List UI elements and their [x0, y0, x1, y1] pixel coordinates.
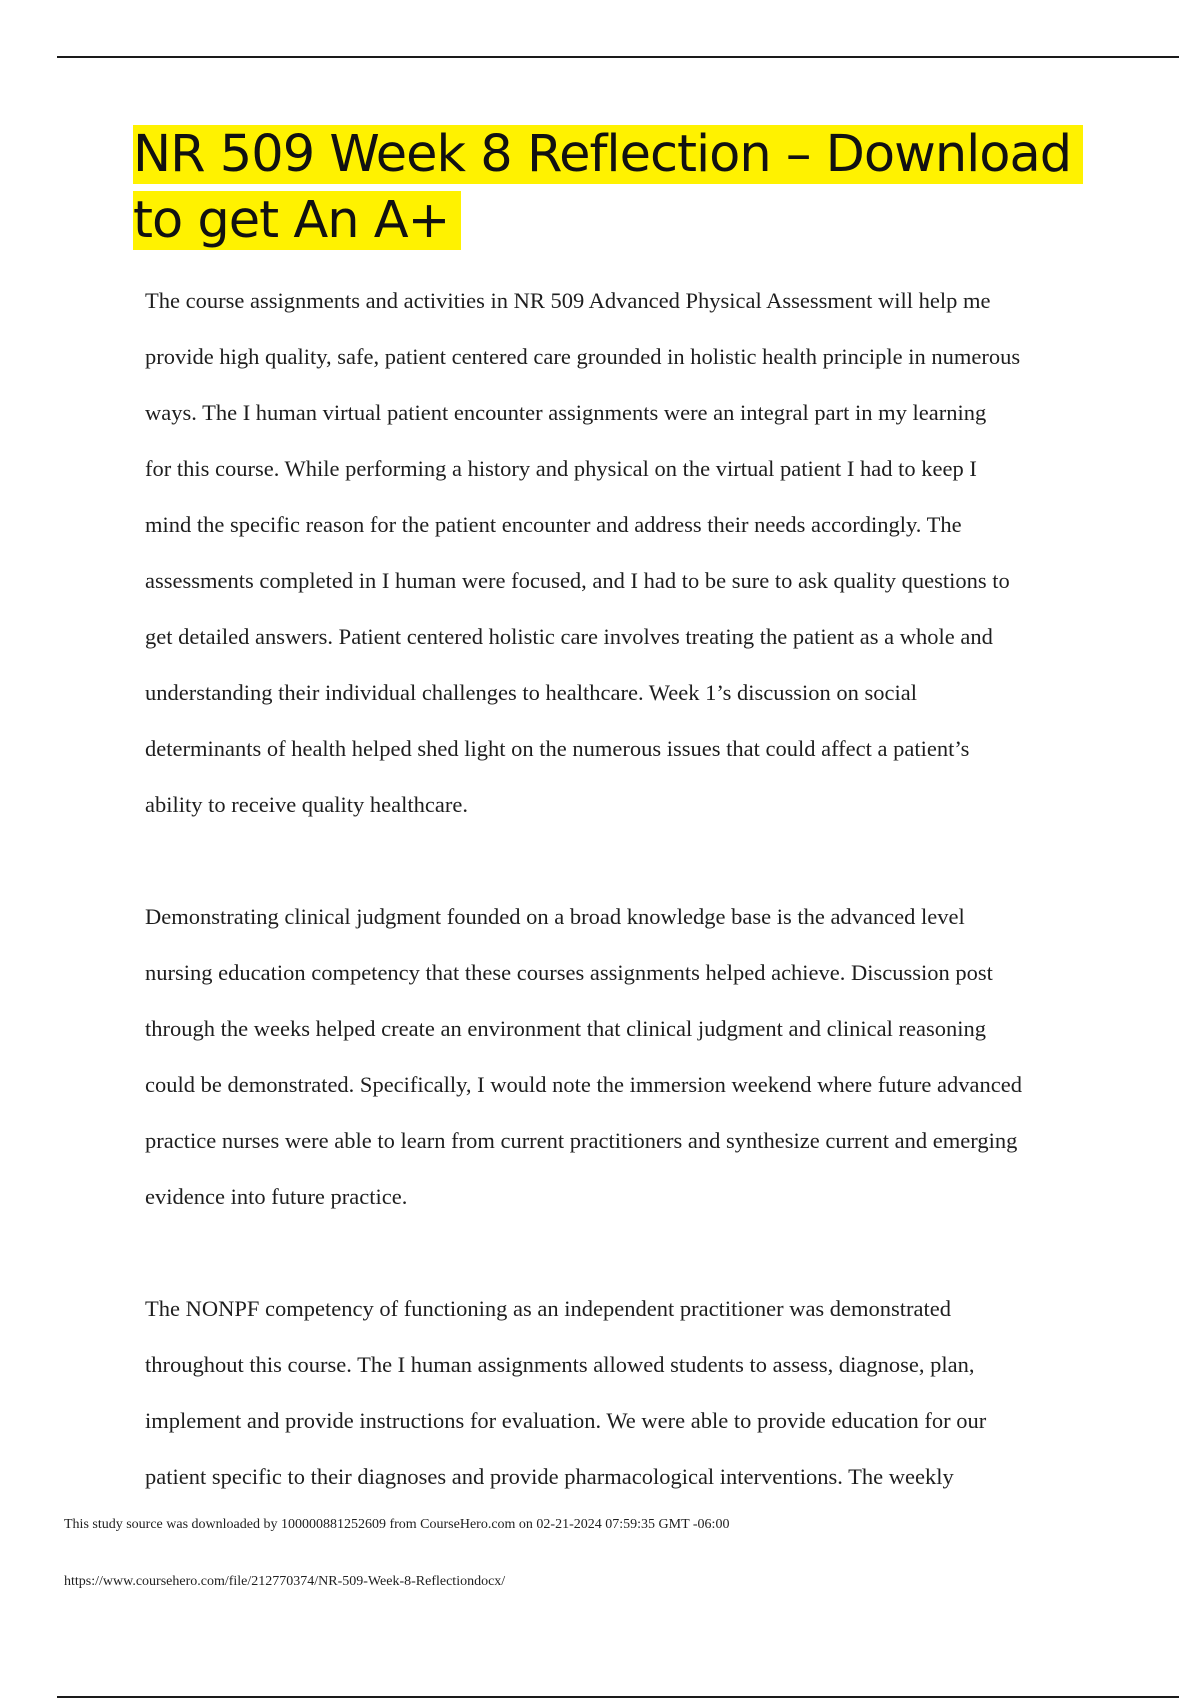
text-line: determinants of health helped shed light on the numerous issues that could affect a patient’s: [145, 736, 970, 761]
text-line: ability to receive quality healthcare.: [145, 792, 468, 817]
paragraph-2: [145, 889, 1095, 1225]
text-line: practice nurses were able to learn from current practitioners and synthesize current and emerging: [145, 1128, 1018, 1153]
text-line: The NONPF competency of functioning as an independent practitioner was demonstrated: [145, 1296, 952, 1321]
text-line: evidence into future practice.: [145, 1184, 408, 1209]
text-line: throughout this course. The I human assignments allowed students to assess, diagnose, plan,: [145, 1352, 975, 1377]
text-line: implement and provide instructions for evaluation. We were able to provide education for our: [145, 1408, 987, 1433]
text-line: provide high quality, safe, patient centered care grounded in holistic health principle in numerous: [145, 344, 1021, 369]
header-rule: [57, 56, 1179, 58]
document-body: [145, 273, 1095, 1505]
paragraph-3: [145, 1281, 1095, 1505]
text-line: ways. The I human virtual patient encounter assignments were an integral part in my learning: [145, 400, 987, 425]
source-url: https://www.coursehero.com/file/212770374/NR-509-Week-8-Reflectiondocx/: [64, 1574, 506, 1589]
text-line: assessments completed in I human were focused, and I had to be sure to ask quality questions to: [145, 568, 1010, 593]
text-line: nursing education competency that these courses assignments helped achieve. Discussion post: [145, 960, 993, 985]
document-title: [133, 122, 1113, 254]
text-line: for this course. While performing a history and physical on the virtual patient I had to keep I: [145, 456, 977, 481]
text-line: understanding their individual challenges to healthcare. Week 1’s discussion on social: [145, 680, 917, 705]
footer-rule: [57, 1696, 1179, 1698]
download-notice: This study source was downloaded by 100000881252609 from CourseHero.com on 02-21-2024 07:59:35 GMT -06:00: [64, 1517, 730, 1532]
text-line: could be demonstrated. Specifically, I would note the immersion weekend where future advanced: [145, 1072, 1022, 1097]
text-line: patient specific to their diagnoses and provide pharmacological interventions. The weekly: [145, 1464, 954, 1489]
text-line: through the weeks helped create an environment that clinical judgment and clinical reasoning: [145, 1016, 986, 1041]
text-line: Demonstrating clinical judgment founded on a broad knowledge base is the advanced level: [145, 904, 965, 929]
text-line: mind the specific reason for the patient encounter and address their needs accordingly. The: [145, 512, 962, 537]
document-title-text: NR 509 Week 8 Reflection – Download to get An A+: [133, 125, 1083, 250]
text-line: The course assignments and activities in NR 509 Advanced Physical Assessment will help me: [145, 288, 991, 313]
paragraph-1: [145, 273, 1095, 833]
text-line: get detailed answers. Patient centered holistic care involves treating the patient as a whole and: [145, 624, 993, 649]
